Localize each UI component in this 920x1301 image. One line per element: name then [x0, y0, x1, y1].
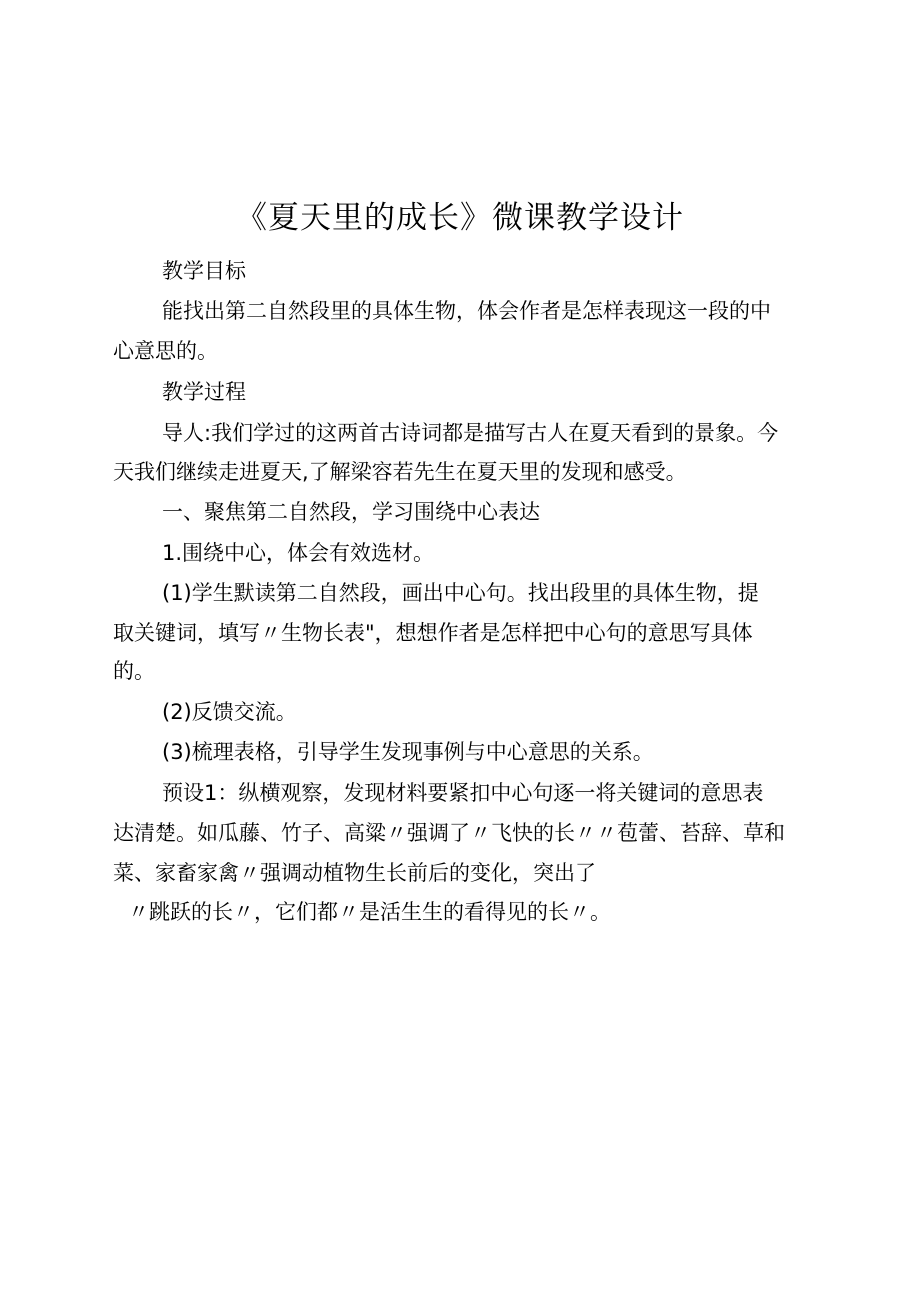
- paragraph-line: 预设1：纵横观察，发现材料要紧扣中心句逐一将关键词的意思表: [162, 781, 764, 805]
- section-heading-goals: 教学目标: [162, 259, 246, 283]
- list-item-heading: 1.围绕中心，体会有效选材。: [162, 541, 435, 565]
- document-title: 《夏天里的成长》微课教学设计: [236, 200, 684, 236]
- paragraph-line: 的。: [113, 659, 155, 683]
- paragraph-line: 菜、家畜家禽〃强调动植物生长前后的变化，突出了: [113, 861, 596, 885]
- paragraph-line: 取关键词，填写〃生物长表"，想想作者是怎样把中心句的意思写具体: [113, 621, 753, 645]
- paragraph-line: (1)学生默读第二自然段，画出中心句。找出段里的具体生物，提: [162, 581, 759, 605]
- paragraph-line: 达清楚。如瓜藤、竹子、高粱〃强调了〃飞快的长〃〃苞蕾、苔辞、草和: [113, 821, 785, 845]
- paragraph-line: (2)反馈交流。: [162, 700, 297, 724]
- section-heading-process: 教学过程: [162, 380, 246, 404]
- paragraph-line: (3)梳理表格，引导学生发现事例与中心意思的关系。: [162, 740, 654, 764]
- paragraph-line: 能找出第二自然段里的具体生物，体会作者是怎样表现这一段的中: [162, 299, 771, 323]
- paragraph-line: 〃跳跃的长〃，它们都〃是活生生的看得见的长〃。: [128, 900, 611, 924]
- paragraph-line: 天我们继续走进夏天,了解梁容若先生在夏天里的发现和感受。: [113, 460, 687, 484]
- paragraph-line: 心意思的。: [113, 339, 218, 363]
- paragraph-line: 导人:我们学过的这两首古诗词都是描写古人在夏天看到的景象。今: [162, 421, 779, 445]
- section-heading-part-one: 一、聚焦第二自然段，学习围绕中心表达: [162, 500, 540, 524]
